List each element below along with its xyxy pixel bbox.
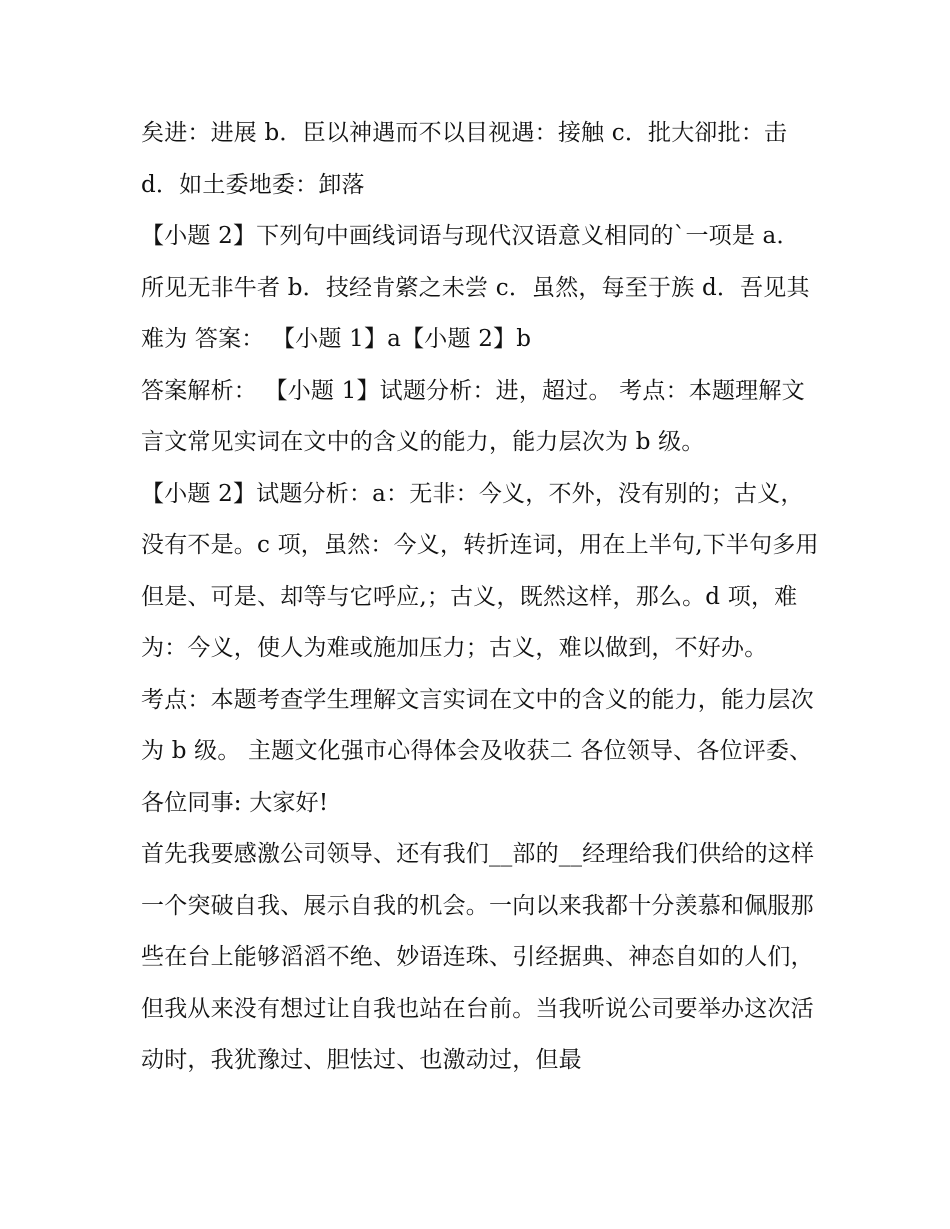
- paragraph-5: 考点：本题考查学生理解文言实词在文中的含义的能力，能力层次为 b 级。 主题文化强市心得体会及收获二 各位领导、各位评委、各位同事: 大家好!: [141, 686, 814, 816]
- paragraph-2: 【小题 2】下列句中画线词语与现代汉语意义相同的`一项是 a．所见无非牛者 b．技经肯綮之未尝 c．虽然，每至于族 d．吾见其难为 答案： 【小题 1】a【小题 2】b: [141, 223, 810, 352]
- paragraph-4: 【小题 2】试题分析：a：无非：今义，不外，没有别的；古义，没有不是。c 项，虽然：今义，转折连词，用在上半句,下半句多用但是、可是、却等与它呼应,；古义，既然这样，那么。d 项，难为：今义，使人为难或施加压力；古义，难以做到，不好办。: [141, 480, 819, 661]
- document-body: [141, 108, 821, 1087]
- paragraph-6: 首先我要感激公司领导、还有我们__部的__经理给我们供给的这样一个突破自我、展示自我的机会。一向以来我都十分羡慕和佩服那些在台上能够滔滔不绝、妙语连珠、引经据典、神态自如的人们，但我从来没有想过让自我也站在台前。当我听说公司要举办这次活动时，我犹豫过、胆怯过、也激动过，但最: [141, 841, 815, 1073]
- paragraph-1: 矣进：进展 b．臣以神遇而不以目视遇：接触 c．批大卻批：击 d．如土委地委：卸落: [141, 120, 788, 198]
- paragraph-3: 答案解析： 【小题 1】试题分析：进，超过。 考点：本题理解文言文常见实词在文中的含义的能力，能力层次为 b 级。: [141, 377, 805, 455]
